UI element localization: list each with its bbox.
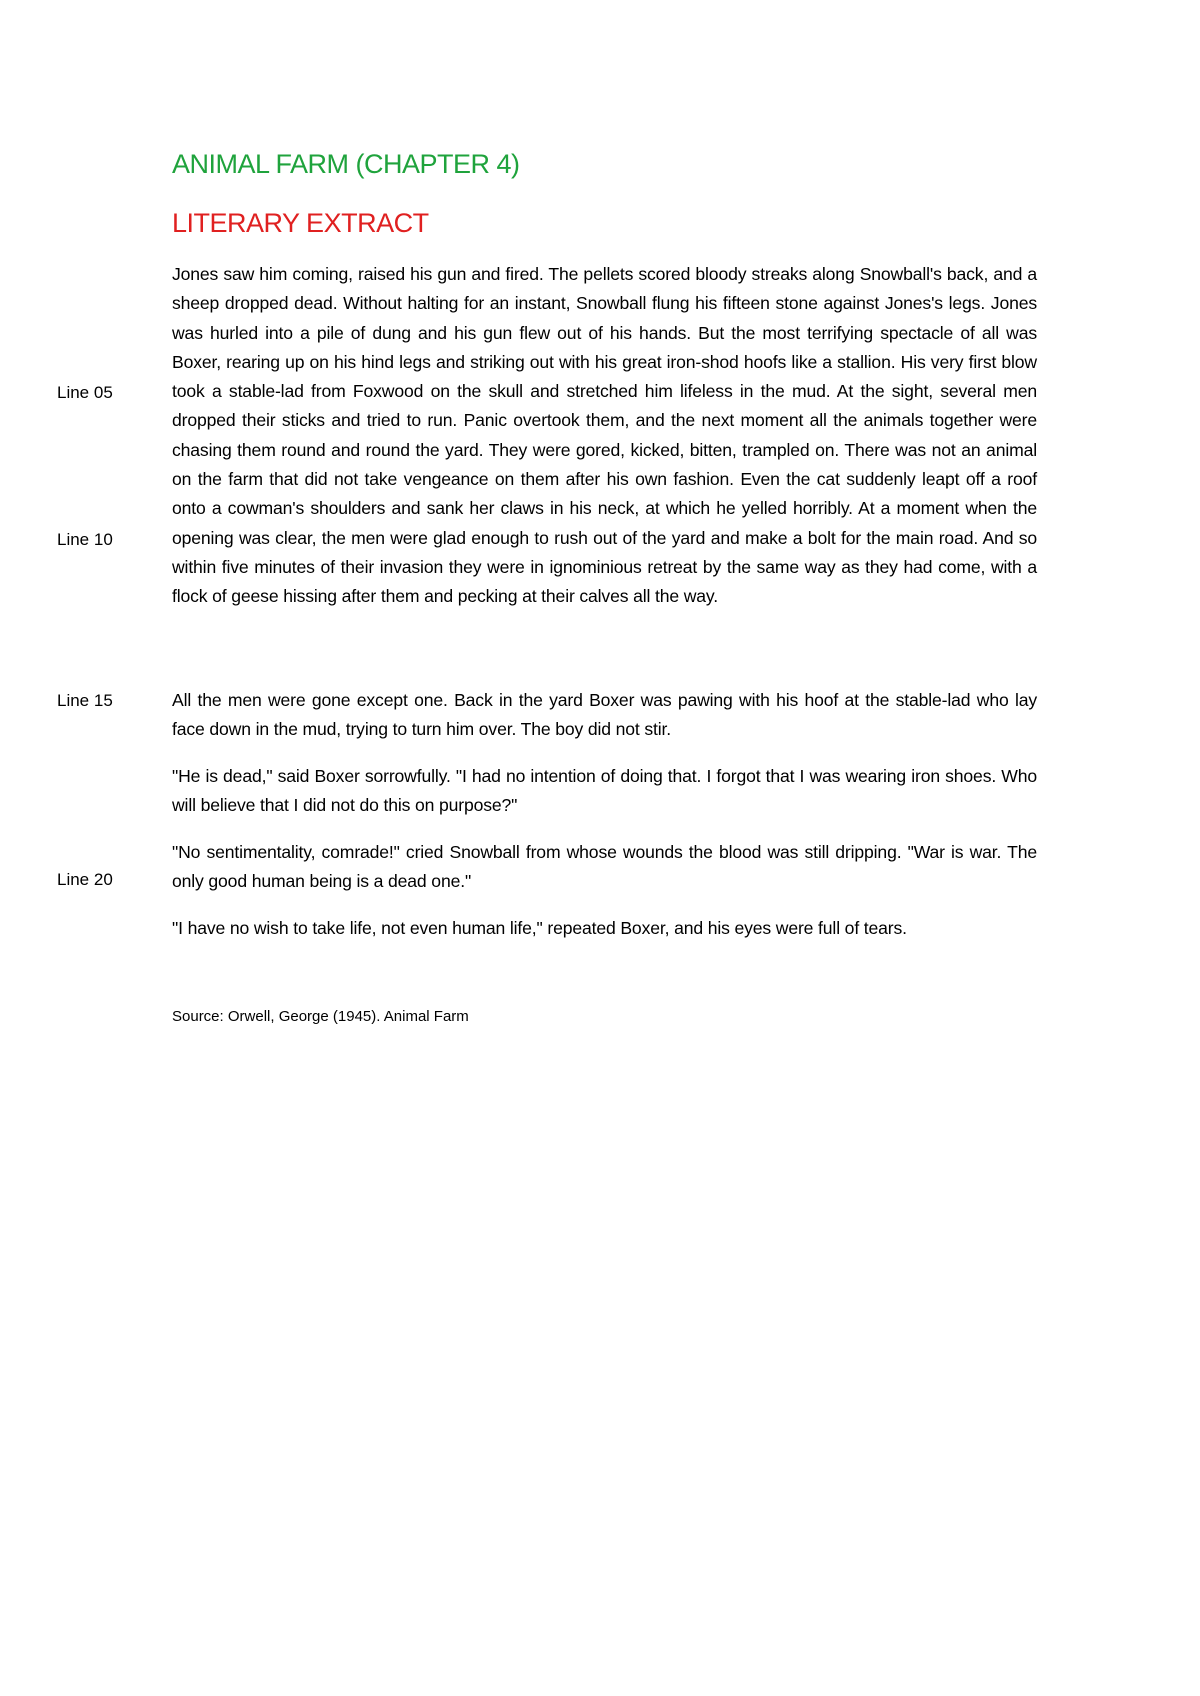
paragraph-2: All the men were gone except one. Back in the yard Boxer was pawing with his hoof at the stable-lad who lay face down in the mud, trying to turn him over. The boy did not stir. bbox=[172, 690, 1037, 740]
paragraph-1: Jones saw him coming, raised his gun and fired. The pellets scored bloody streaks along Snowball's back, and a sheep dropped dead. Without halting for an instant, Snowball flung his fifteen stone against Jones's legs. Jones was hurled into a pile of dung and his gun flew out of his hands. But the most terrifying spectacle of all was Boxer, rearing up on his hind legs and striking out with his great iron-shod hoofs like a stallion. His very first blow took a stable-lad from Foxwood on the skull and stretched him lifeless in the mud. At the sight, several men dropped their sticks and tried to run. Panic overtook them, and the next moment all the animals together were chasing them round and round the yard. They were gored, kicked, bitten, trampled on. There was not an animal on the farm that did not take vengeance on them after his own fashion. Even the cat suddenly leapt off a roof onto a cowman's shoulders and sank her claws in his neck, at which he yelled horribly. At a moment when the opening was clear, the men were glad enough to rush out of the yard and make a bolt for the main road. And so within five minutes of their invasion they were in ignominious retreat by the same way as they had come, with a flock of geese hissing after them and pecking at their calves all the way. bbox=[172, 264, 1037, 607]
line-marker-05: Line 05 bbox=[57, 383, 113, 402]
paragraph-4: "No sentimentality, comrade!" cried Snowball from whose wounds the blood was still dripping. "War is war. The only good human being is a dead one." bbox=[172, 842, 1037, 892]
line-marker-10: Line 10 bbox=[57, 530, 113, 549]
document-title: ANIMAL FARM (CHAPTER 4) bbox=[172, 149, 520, 179]
paragraph-3: "He is dead," said Boxer sorrowfully. "I had no intention of doing that. I forgot that I was wearing iron shoes. Who will believe that I did not do this on purpose?" bbox=[172, 766, 1037, 816]
line-marker-20: Line 20 bbox=[57, 870, 113, 889]
document-subtitle: LITERARY EXTRACT bbox=[172, 208, 429, 238]
source-citation: Source: Orwell, George (1945). Animal Farm bbox=[172, 1008, 469, 1025]
paragraph-5: "I have no wish to take life, not even human life," repeated Boxer, and his eyes were full of tears. bbox=[172, 918, 907, 938]
line-marker-15: Line 15 bbox=[57, 691, 113, 710]
